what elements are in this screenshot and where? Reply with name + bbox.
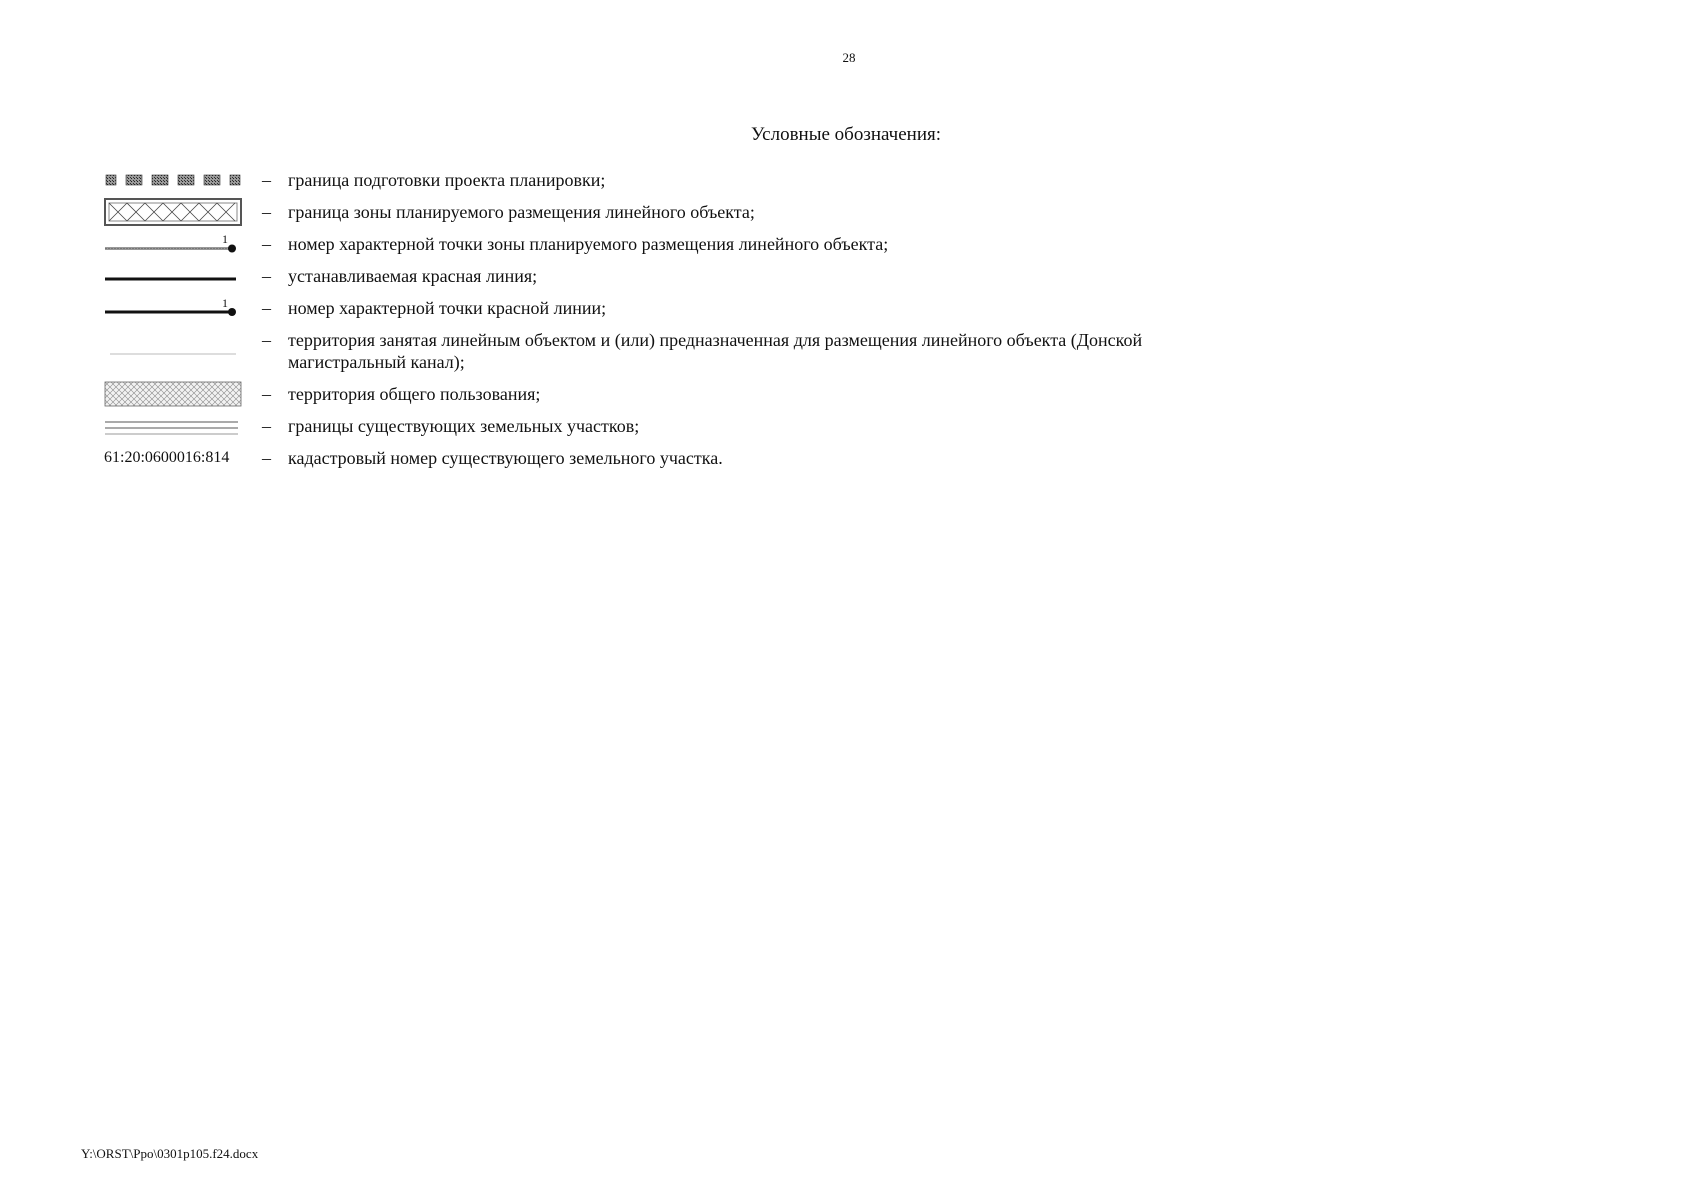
file-path: Y:\ORST\Ppo\0301p105.f24.docx bbox=[81, 1146, 259, 1161]
legend-item-cadastral-number bbox=[104, 447, 1154, 469]
legend-dash: – bbox=[262, 266, 271, 286]
legend-dash: – bbox=[262, 298, 271, 318]
legend-item-land-plot-boundaries bbox=[104, 415, 1154, 437]
occupied-territory-symbol bbox=[104, 329, 242, 373]
legend-dash: – bbox=[262, 202, 271, 222]
legend-dash: – bbox=[262, 234, 271, 254]
legend-item-label: территория общего пользования; bbox=[288, 384, 541, 404]
legend-dash: – bbox=[262, 448, 271, 468]
legend-item-label: кадастровый номер существующего земельного участка. bbox=[288, 448, 723, 468]
legend-dash: – bbox=[262, 330, 271, 350]
red-line-symbol bbox=[104, 265, 242, 287]
zone-point-symbol bbox=[104, 233, 242, 255]
legend-dash: – bbox=[262, 170, 271, 190]
linear-object-zone-symbol bbox=[104, 201, 242, 223]
legend-item-linear-object-zone bbox=[104, 201, 1154, 223]
legend-item-label: устанавливаемая красная линия; bbox=[288, 266, 538, 286]
legend bbox=[104, 169, 1154, 479]
point-number-label: 1 bbox=[222, 233, 228, 246]
planning-boundary-symbol bbox=[104, 169, 242, 191]
point-number-label: 1 bbox=[222, 297, 228, 310]
legend-item-label: границы существующих земельных участков; bbox=[288, 416, 640, 436]
legend-item-label: номер характерной точки красной линии; bbox=[288, 298, 607, 318]
legend-item-label: граница зоны планируемого размещения линейного объекта; bbox=[288, 202, 755, 222]
legend-dash: – bbox=[262, 416, 271, 436]
legend-item-zone-point bbox=[104, 233, 1154, 255]
legend-item-red-line bbox=[104, 265, 1154, 287]
red-line-point-symbol bbox=[104, 297, 242, 319]
land-plot-boundaries-symbol bbox=[104, 415, 242, 437]
legend-item-occupied-territory bbox=[104, 329, 1154, 373]
legend-item-label: территория занятая линейным объектом и (или) предназначенная для размещения линейного объекта (Донской магистральный канал); bbox=[288, 330, 1143, 372]
legend-dash: – bbox=[262, 384, 271, 404]
legend-title: Условные обозначения: bbox=[751, 124, 942, 145]
cadastral-number-symbol: 61:20:0600016:814 bbox=[104, 449, 230, 466]
legend-item-planning-boundary bbox=[104, 169, 1154, 191]
legend-item-red-line-point bbox=[104, 297, 1154, 319]
page-number: 28 bbox=[842, 50, 856, 65]
public-territory-symbol bbox=[104, 383, 242, 405]
legend-item-label: граница подготовки проекта планировки; bbox=[288, 170, 606, 190]
legend-item-public-territory bbox=[104, 383, 1154, 405]
legend-item-label: номер характерной точки зоны планируемого размещения линейного объекта; bbox=[288, 234, 889, 254]
